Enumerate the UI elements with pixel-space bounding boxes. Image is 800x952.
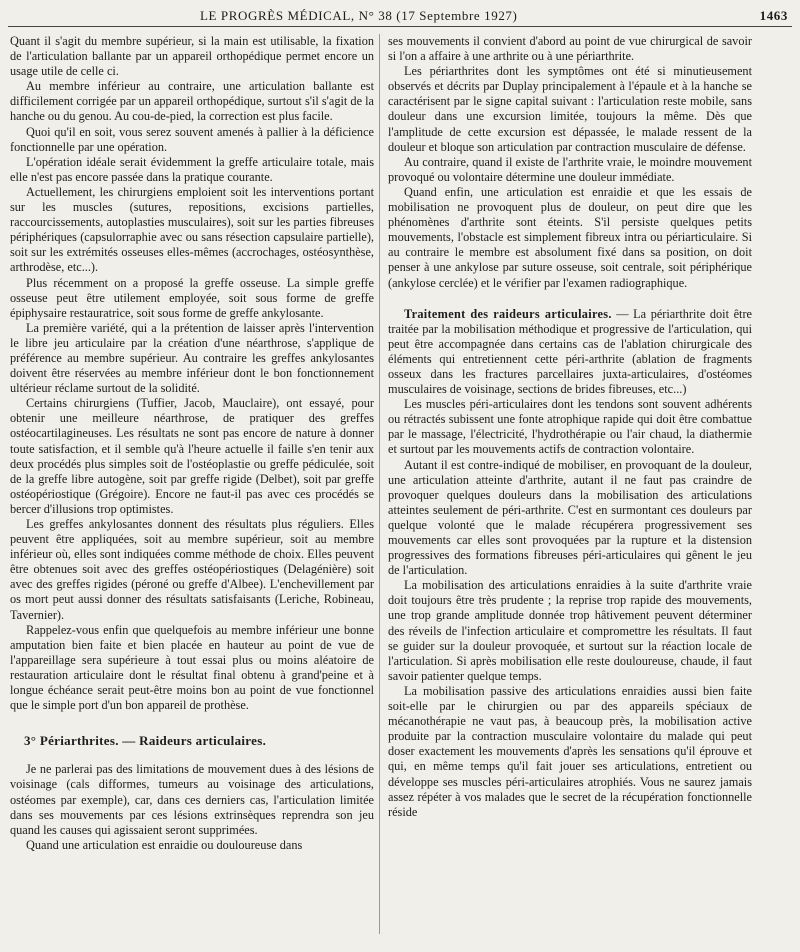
- paragraph: Au membre inférieur au contraire, une articulation ballante est difficilement corrigée par un appareil orthopédique, surtout s'il s'agit de la hanche ou du genou. Au cou-de-pied, la correction est plus facile.: [10, 79, 374, 124]
- paragraph: La première variété, qui a la prétention de laisser après l'intervention le libre jeu articulaire par la création d'une néarthrose, s'applique de préférence au membre supérieur. Au contraire les greffes ankylosantes doivent être réservées au membre inférieur dont le bon fonctionnement ultérieur réclame surtout de la solidité.: [10, 320, 374, 396]
- column-divider: [379, 34, 380, 934]
- paragraph: Rappelez-vous enfin que quelquefois au membre inférieur une bonne amputation bien faite et bien placée en hauteur au point de vue de l'appareillage sera supérieure à tout essai plus ou moins aléatoire de restauration articulaire dont le résultat final obtenu à grand'peine et à longue échéance serait peut-être moins bon au point de vue fonctionnel que le simple port d'un bon appareil de prothèse.: [10, 622, 374, 713]
- paragraph: Certains chirurgiens (Tuffier, Jacob, Mauclaire), ont essayé, pour obtenir une meilleure néarthrose, de pratiquer des greffes ostéocartilagineuses. Les résultats ne sont pas encore de nature à donner toute satisfaction, et il semble qu'à l'heure actuelle il faille s'en tenir aux deux procédés plus simples soit de l'ostéoplastie ou greffe pédiculée, soit de la greffe libre autogène, soit par greffe rigide (Delbet), soit par greffe ostéopériostique (Grégoire). Encore ne faut-il pas avec ces procédés se bercer d'illusions trop optimistes.: [10, 396, 374, 516]
- paragraph: Actuellement, les chirurgiens emploient soit les interventions portant sur les muscles (sutures, repositions, excisions partielles, raccourcissements, autoplasties musculaires), soit sur les parties fibreuses périphériques (capsulorraphie avec ou sans résection capsulaire partielle), soit sur les extrémités osseuses elles-mêmes (accrochages, ostéosynthèse, arthrodèse, etc...).: [10, 184, 374, 275]
- subsection-heading: Traitement des raideurs articulaires.: [404, 306, 612, 321]
- paragraph: Je ne parlerai pas des limitations de mouvement dues à des lésions de voisinage (cals difformes, tumeurs au voisinage des articulations, ostéomes par exemple), car, dans ces derniers cas, l'articulation limitée dans ses mouvements par ces lésions extrinsèques reprendra son jeu quand les causes qui agissaient seront supprimées.: [10, 762, 374, 837]
- left-column: [10, 34, 374, 853]
- section-heading: 3° Périarthrites. — Raideurs articulaires.: [24, 733, 267, 749]
- paragraph: Plus récemment on a proposé la greffe osseuse. La simple greffe osseuse peut être utilement employée, soit sous forme de greffe épiphysaire restauratrice, soit sous forme de greffe ankylosante.: [10, 275, 374, 320]
- header-rule: [8, 26, 792, 27]
- page-number: 1463: [759, 8, 788, 23]
- paragraph: Quoi qu'il en soit, vous serez souvent amenés à pallier à la déficience fonctionnelle par une opération.: [10, 124, 374, 154]
- journal-title: LE PROGRÈS MÉDICAL, N° 38 (17 Septembre 1927): [200, 8, 518, 23]
- paragraph: Au contraire, quand il existe de l'arthrite vraie, le moindre mouvement provoqué ou volontaire détermine une douleur immédiate.: [388, 154, 752, 184]
- paragraph: Quand une articulation est enraidie ou douloureuse dans: [26, 837, 303, 852]
- paragraph: Les périarthrites dont les symptômes ont été si minutieusement observés et décrits par Duplay principalement à l'épaule et à la hanche se caractérisent par le signe capital suivant : l'articulation reste mobile, sans douleur dans une excursion limitée, toujours la même. Dès que l'amplitude de cette excursion est dépassée, le malade ressent de la douleur et bloque son articulation par contraction musculaire de défense.: [388, 64, 752, 154]
- paragraph: ses mouvements il convient d'abord au point de vue chirurgical de savoir si l'on a affaire à une arthrite ou à une périarthrite.: [388, 34, 752, 64]
- right-column: [388, 34, 752, 820]
- running-head: [0, 4, 800, 26]
- paragraph: Les greffes ankylosantes donnent des résultats plus réguliers. Elles peuvent être appliquées, soit au membre supérieur, soit au membre inférieur où, elles sont indiquées comme méthode de choix. Elles peuvent être obtenues soit avec des greffes ostéopériostiques (Delagénière) soit avec des greffes rigides (péroné ou greffe d'Albee). L'enchevillement par os mort peut aussi donner des résultats satisfaisants (Leriche, Robineau, Tavernier).: [10, 517, 374, 622]
- paragraph: L'opération idéale serait évidemment la greffe articulaire totale, mais elle n'est pas encore passée dans la pratique courante.: [10, 154, 374, 184]
- paragraph: La mobilisation des articulations enraidies à la suite d'arthrite vraie doit toujours être très prudente ; la reprise trop rapide des mouvements, une trop grande amplitude donnée trop hâtivement peuvent déterminer des réveils de l'infection articulaire et compromettre les résultats. Il faut se guider sur la douleur provoquée, et surtout sur la réaction locale de l'articulation. Si après mobilisation elle reste douloureuse, chaude, il faut savoir patienter quelque temps.: [388, 578, 752, 683]
- subsection-paragraph: [388, 307, 752, 398]
- paragraph: Les muscles péri-articulaires dont les tendons sont souvent adhérents ou rétractés subissent une fonte atrophique rapide qui doit être combattue par le massage, l'électricité, l'hydrothérapie ou l'air chaud, la diathermie et surtout par les mouvements actifs de contraction volontaire.: [388, 397, 752, 457]
- paragraph: Quand enfin, une articulation est enraidie et que les essais de mobilisation ne provoquent plus de douleur, on peut dire que les phénomènes d'arthrite sont éteints. S'il persiste quelques petits mouvements, l'obstacle est simplement fibreux intra ou périarticulaire. Si au contraire le membre est absolument fixé dans sa position, on doit penser à une ankylose par suture osseuse, soit centrale, soit périphérique (ankylose cerclée) et le vérifier par l'examen radiographique.: [388, 184, 752, 290]
- paragraph: La mobilisation passive des articulations enraidies aussi bien faite soit-elle par le chirurgien ou par des appareils spéciaux de mécanothérapie ne vaut pas, à beaucoup près, la mobilisation active produite par la contraction musculaire volontaire du malade qui peut doser exactement les mouvements d'après les sensations qu'il éprouve et qui, en même temps qu'il fait jouer ses articulations, entretient ou développe ses muscles péri-articulaires atrophiés. Vous ne saurez jamais assez répéter à vos malades que le secret de la récupération fonctionnelle réside: [388, 683, 752, 819]
- subsection-text: — La périarthrite doit être traitée par la mobilisation méthodique et progressive de l'articulation, qui peut être accompagnée dans certains cas de l'ablation chirurgicale des éléments qui entretiennent cette péri-arthrite (ablation de fragments osseux dans les fractures parcellaires juxta-articulaires, d'ostéomes musculaires de voisinage, sections de brides fibreuses, etc...): [388, 306, 752, 397]
- paragraph: Quant il s'agit du membre supérieur, si la main est utilisable, la fixation de l'articulation ballante par un appareil orthopédique permet encore un usage utile de celle ci.: [10, 34, 374, 79]
- paragraph: Autant il est contre-indiqué de mobiliser, en provoquant de la douleur, une articulation atteinte d'arthrite, autant il ne faut pas craindre de provoquer quelques douleurs dans la mobilisation des articulations atteintes seulement de péri-arthrite. C'est en surmontant ces douleurs par quelque volonté que le malade récupérera progressivement ses mouvements car elles sont provoquées par la rupture et la distension progressives des formations fibreuses péri-articulaires qui gênent le jeu de l'articulation.: [388, 457, 752, 578]
